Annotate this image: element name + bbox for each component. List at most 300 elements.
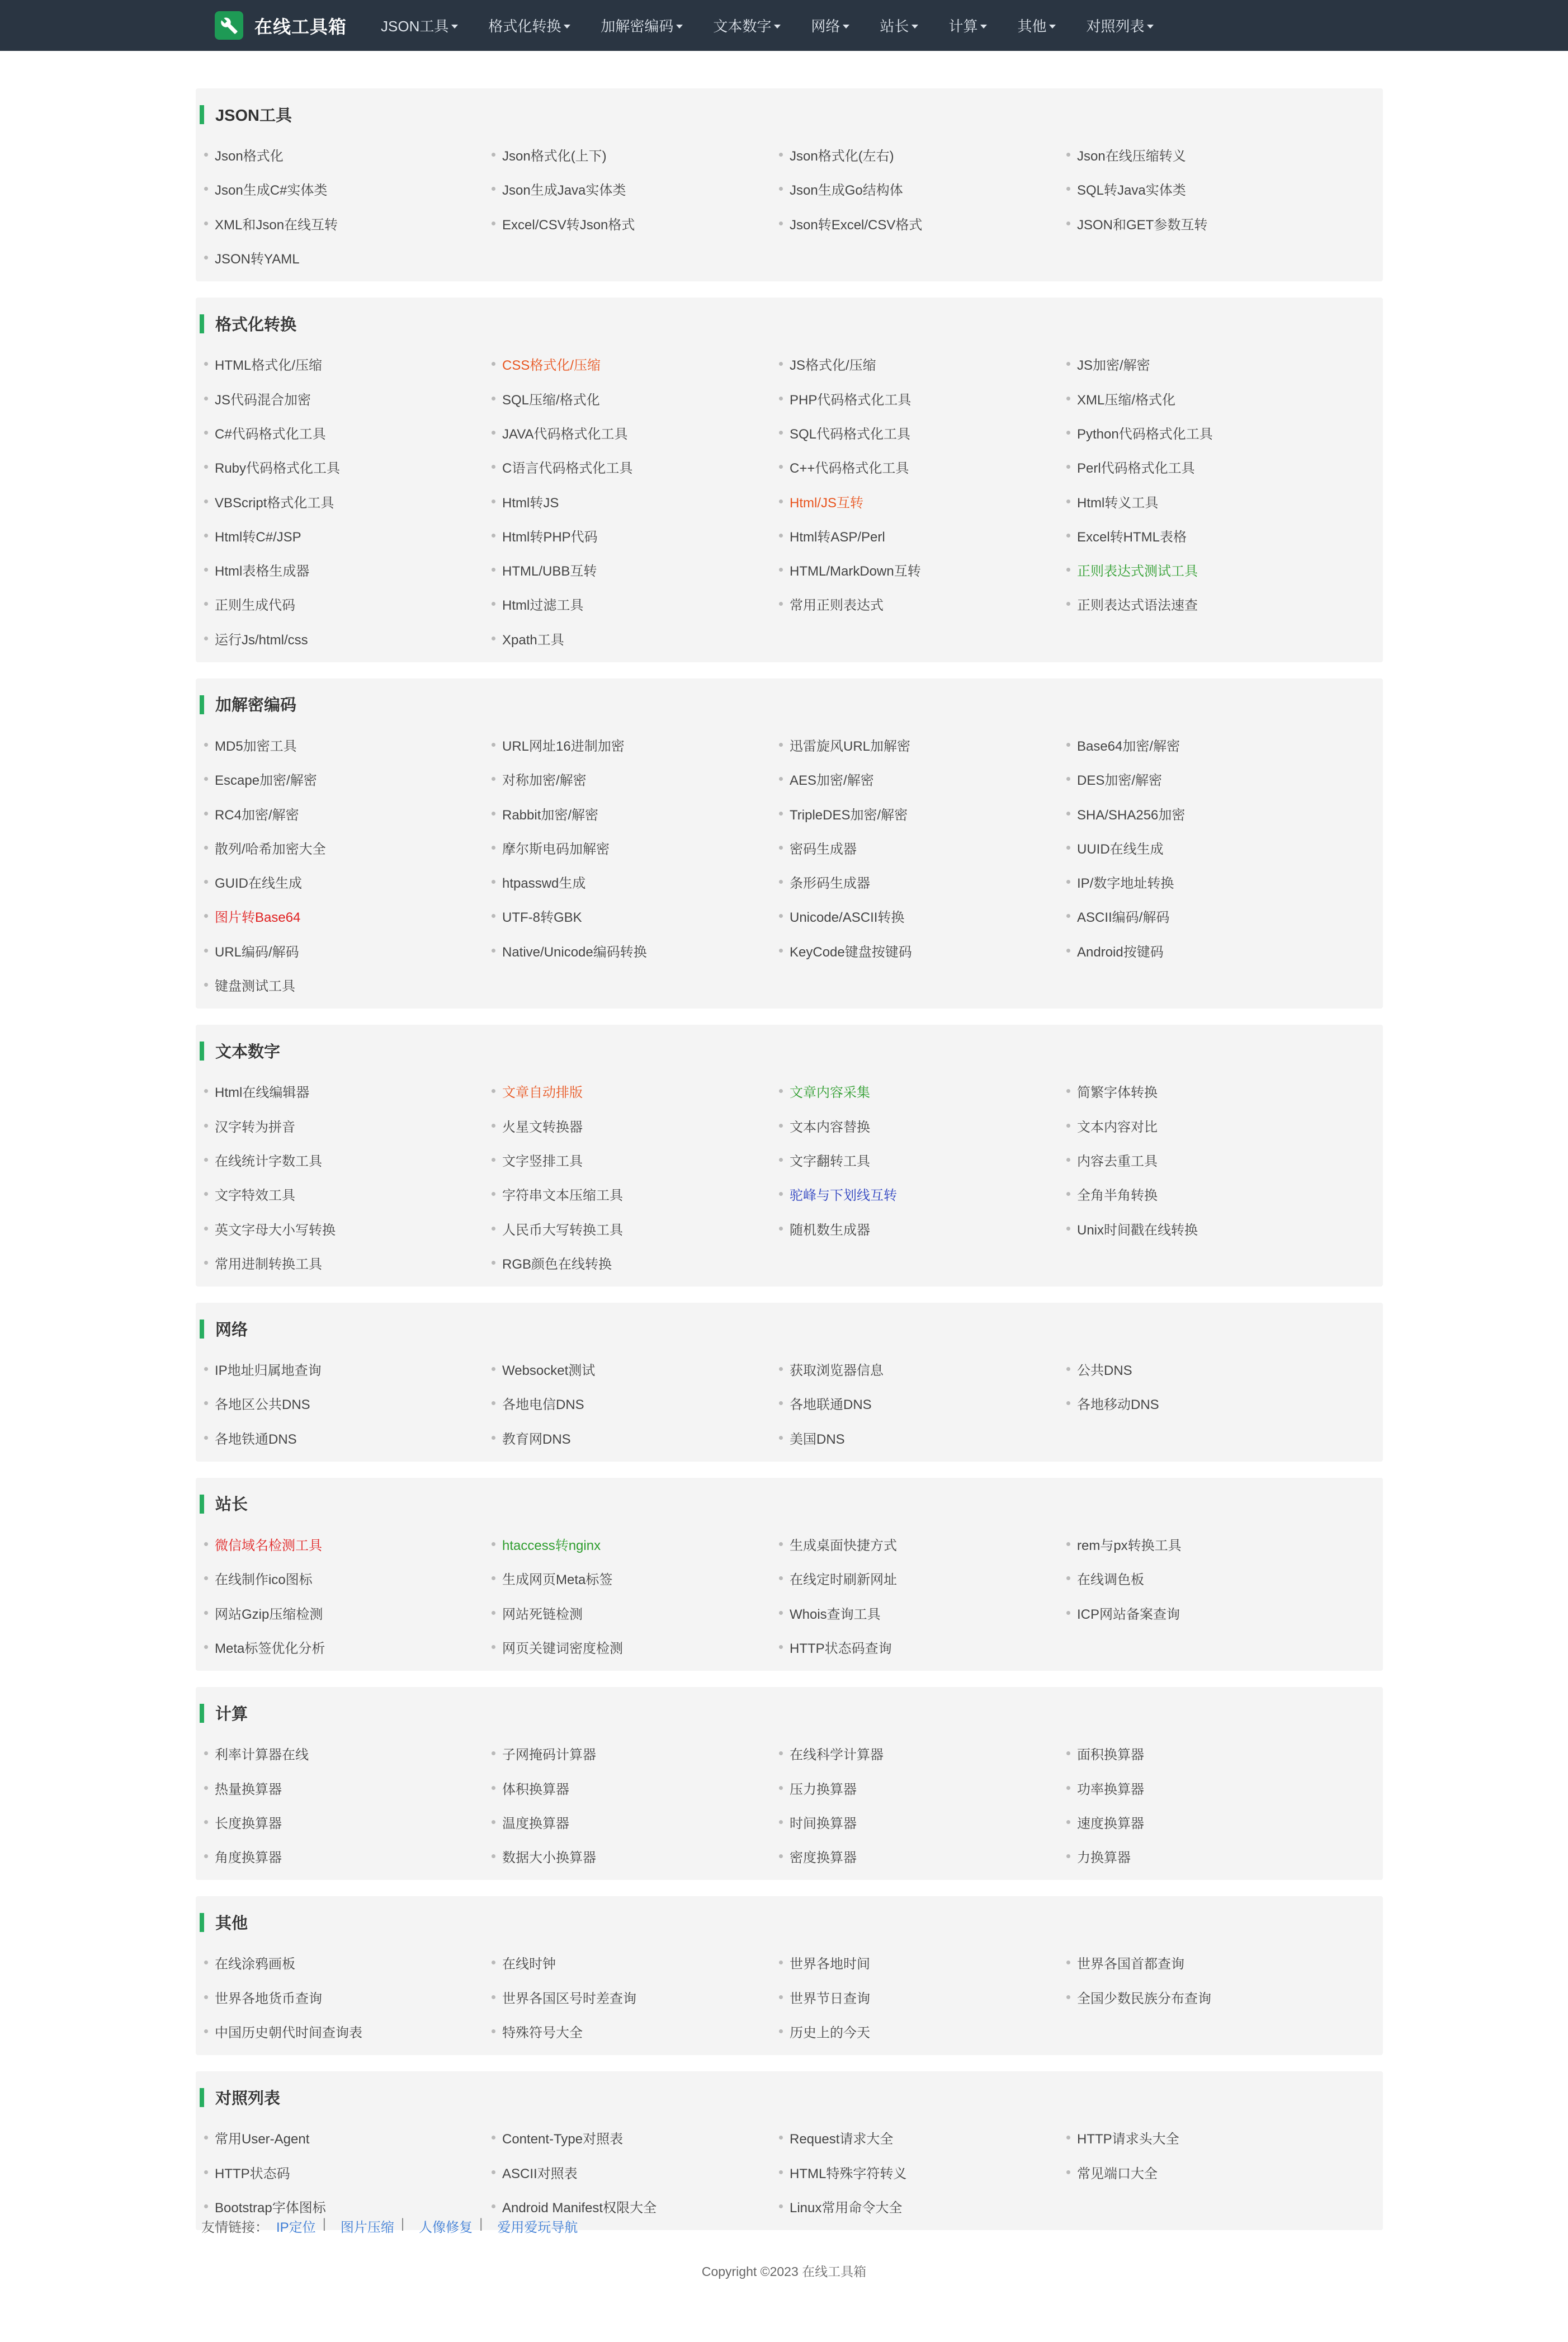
tool-link-label: Native/Unicode编码转换 xyxy=(502,944,647,960)
nav-item[interactable] xyxy=(601,15,683,36)
tool-link[interactable] xyxy=(204,1386,492,1420)
tool-link-label: 温度换算器 xyxy=(502,1816,569,1831)
section-header xyxy=(196,1487,1383,1520)
tool-link[interactable] xyxy=(204,519,492,553)
tool-link[interactable] xyxy=(1066,796,1354,830)
tool-link[interactable] xyxy=(1066,1211,1354,1245)
tool-link[interactable] xyxy=(204,587,492,621)
friend-link-separator: | xyxy=(322,2216,326,2231)
tool-link-label: KeyCode键盘按键码 xyxy=(790,944,912,960)
tool-link[interactable] xyxy=(492,347,779,381)
nav-item-label: 其他 xyxy=(1017,18,1047,35)
tool-link-label: 生成桌面快捷方式 xyxy=(790,1538,897,1554)
tool-link-label: Html过滤工具 xyxy=(502,598,584,614)
tool-link[interactable] xyxy=(492,1980,779,2014)
tool-link[interactable] xyxy=(779,1805,1066,1839)
tool-link[interactable] xyxy=(492,796,779,830)
tool-link[interactable] xyxy=(492,2120,779,2155)
tool-link[interactable] xyxy=(1066,728,1354,762)
tool-link[interactable] xyxy=(1066,865,1354,899)
tool-link[interactable] xyxy=(779,1352,1066,1386)
tool-link[interactable] xyxy=(779,1211,1066,1245)
bullet-dot-icon xyxy=(1066,949,1070,953)
tool-link[interactable] xyxy=(204,553,492,587)
navbar-inner xyxy=(215,0,1169,51)
bullet-dot-icon xyxy=(779,465,783,469)
tool-link-label: MD5加密工具 xyxy=(215,739,297,754)
tool-link[interactable] xyxy=(204,1421,492,1455)
friend-links xyxy=(201,2216,578,2236)
bullet-dot-icon xyxy=(779,1367,783,1371)
tool-link-label: Perl代码格式化工具 xyxy=(1077,461,1195,477)
nav-item[interactable] xyxy=(488,15,570,36)
tool-link[interactable] xyxy=(1066,381,1354,415)
tool-link[interactable] xyxy=(1066,138,1354,172)
tool-link[interactable] xyxy=(1066,450,1354,484)
tool-link[interactable] xyxy=(779,1736,1066,1770)
tool-link-label: rem与px转换工具 xyxy=(1077,1538,1182,1554)
nav-item-label: 计算 xyxy=(948,18,978,35)
tool-link[interactable] xyxy=(204,1211,492,1245)
tool-link-label: 中国历史朝代时间查询表 xyxy=(215,2025,362,2041)
bullet-dot-icon xyxy=(492,1436,495,1440)
bullet-dot-icon xyxy=(204,1436,208,1440)
tool-link[interactable] xyxy=(1066,206,1354,241)
tool-link[interactable] xyxy=(1066,899,1354,933)
tool-link[interactable] xyxy=(492,1421,779,1455)
tool-link[interactable] xyxy=(492,1211,779,1245)
tool-link[interactable] xyxy=(204,2155,492,2189)
tool-link[interactable] xyxy=(1066,2120,1354,2155)
bullet-dot-icon xyxy=(204,914,208,918)
tool-link[interactable] xyxy=(779,1074,1066,1108)
tool-link[interactable] xyxy=(492,416,779,450)
tool-grid xyxy=(196,1520,1383,1666)
tool-link[interactable] xyxy=(204,865,492,899)
tool-link[interactable] xyxy=(204,1177,492,1211)
tool-link[interactable] xyxy=(492,1177,779,1211)
tool-link[interactable] xyxy=(779,553,1066,587)
bullet-dot-icon xyxy=(204,2029,208,2033)
tool-link-label: ICP网站备案查询 xyxy=(1077,1606,1180,1622)
tool-link[interactable] xyxy=(492,1143,779,1177)
tool-link[interactable] xyxy=(1066,1736,1354,1770)
tool-link[interactable] xyxy=(779,762,1066,796)
brand[interactable] xyxy=(215,11,347,40)
tool-link-label: ASCII编码/解码 xyxy=(1077,910,1170,926)
tool-link[interactable] xyxy=(1066,1945,1354,1980)
bullet-dot-icon xyxy=(492,1995,495,1999)
tool-link[interactable] xyxy=(779,347,1066,381)
bullet-dot-icon xyxy=(492,846,495,850)
bullet-dot-icon xyxy=(492,1611,495,1615)
tool-link[interactable] xyxy=(1066,1109,1354,1143)
tool-section xyxy=(196,1025,1383,1287)
tool-link[interactable] xyxy=(1066,831,1354,865)
tool-link[interactable] xyxy=(1066,1980,1354,2014)
tool-link[interactable] xyxy=(779,1527,1066,1561)
tool-link[interactable] xyxy=(779,1386,1066,1420)
tool-link[interactable] xyxy=(779,899,1066,933)
tool-link[interactable] xyxy=(204,347,492,381)
tool-link[interactable] xyxy=(492,553,779,587)
bullet-dot-icon xyxy=(204,743,208,747)
tool-link[interactable] xyxy=(1066,1770,1354,1804)
tool-link[interactable] xyxy=(204,1839,492,1873)
tool-link-label: 键盘测试工具 xyxy=(215,979,295,995)
tool-link[interactable] xyxy=(779,519,1066,553)
tool-link[interactable] xyxy=(779,1109,1066,1143)
tool-link[interactable] xyxy=(779,831,1066,865)
tool-link[interactable] xyxy=(1066,2155,1354,2189)
tool-link[interactable] xyxy=(1066,172,1354,206)
bullet-dot-icon xyxy=(204,1611,208,1615)
tool-link[interactable] xyxy=(204,1352,492,1386)
bullet-dot-icon xyxy=(204,1576,208,1580)
tool-link-label: Meta标签优化分析 xyxy=(215,1641,325,1656)
tool-link[interactable] xyxy=(1066,1177,1354,1211)
tool-link[interactable] xyxy=(204,1980,492,2014)
caret-down-icon xyxy=(843,25,849,29)
tool-link[interactable] xyxy=(779,138,1066,172)
tool-link-label: 时间换算器 xyxy=(790,1816,857,1831)
tool-link[interactable] xyxy=(204,796,492,830)
friend-link[interactable]: IP定位 xyxy=(276,2220,316,2235)
tool-link[interactable] xyxy=(779,450,1066,484)
nav-item[interactable] xyxy=(811,15,849,36)
tool-link[interactable] xyxy=(1066,1386,1354,1420)
bullet-dot-icon xyxy=(1066,743,1070,747)
tool-link[interactable] xyxy=(204,416,492,450)
bullet-dot-icon xyxy=(492,743,495,747)
tool-link-label: Json转Excel/CSV格式 xyxy=(790,217,923,233)
bullet-dot-icon xyxy=(492,1367,495,1371)
tool-link[interactable] xyxy=(779,1421,1066,1455)
tool-link[interactable] xyxy=(779,1596,1066,1630)
tool-link[interactable] xyxy=(1066,1143,1354,1177)
tool-link[interactable] xyxy=(1066,1074,1354,1108)
tool-link-label: 特殊符号大全 xyxy=(502,2025,583,2041)
tool-link[interactable] xyxy=(779,1143,1066,1177)
bullet-dot-icon xyxy=(204,1158,208,1162)
tool-link[interactable] xyxy=(492,1596,779,1630)
tool-link[interactable] xyxy=(204,2014,492,2048)
tool-link-label: 火星文转换器 xyxy=(502,1119,583,1135)
tool-link[interactable] xyxy=(492,484,779,518)
tool-link-label: RC4加密/解密 xyxy=(215,807,299,823)
tool-link-label: Websocket测试 xyxy=(502,1363,596,1379)
tool-link-label: 生成网页Meta标签 xyxy=(502,1572,613,1588)
tool-link[interactable] xyxy=(492,762,779,796)
bullet-dot-icon xyxy=(1066,222,1070,225)
tool-link[interactable] xyxy=(492,1561,779,1595)
bullet-dot-icon xyxy=(779,1995,783,1999)
bullet-dot-icon xyxy=(204,1995,208,1999)
tool-link[interactable] xyxy=(492,1736,779,1770)
bullet-dot-icon xyxy=(779,397,783,400)
tool-link[interactable] xyxy=(1066,416,1354,450)
tool-link[interactable] xyxy=(779,1177,1066,1211)
friend-link[interactable]: 爱用爱玩导航 xyxy=(497,2220,578,2235)
tool-link[interactable] xyxy=(1066,1839,1354,1873)
tool-link-label: 在线定时刷新网址 xyxy=(790,1572,897,1588)
tool-link[interactable] xyxy=(779,728,1066,762)
tool-link[interactable] xyxy=(779,2014,1066,2048)
section-title: 计算 xyxy=(215,1705,248,1723)
tool-link[interactable] xyxy=(1066,347,1354,381)
tool-link[interactable] xyxy=(1066,1596,1354,1630)
tool-link[interactable] xyxy=(492,865,779,899)
tool-link-label: 角度换算器 xyxy=(215,1850,282,1866)
bullet-dot-icon xyxy=(204,153,208,157)
tool-link[interactable] xyxy=(779,2189,1066,2223)
tool-link[interactable] xyxy=(492,587,779,621)
tool-link-label: htpasswd生成 xyxy=(502,876,586,892)
section-title: 网络 xyxy=(215,1321,248,1339)
tool-link-label: 各地铁通DNS xyxy=(215,1431,297,1447)
tool-link-label: Bootstrap字体图标 xyxy=(215,2200,326,2216)
bullet-dot-icon xyxy=(204,499,208,503)
tool-link-label: 各地区公共DNS xyxy=(215,1397,310,1413)
tool-link-label: Html表格生成器 xyxy=(215,564,310,579)
tool-link[interactable] xyxy=(204,1246,492,1280)
nav-item[interactable] xyxy=(948,15,987,36)
bullet-dot-icon xyxy=(1066,1786,1070,1790)
tool-link-label: 密度换算器 xyxy=(790,1850,857,1866)
tool-link[interactable] xyxy=(779,2120,1066,2155)
brand-name: 在线工具箱 xyxy=(254,16,347,37)
tool-link[interactable] xyxy=(204,1527,492,1561)
tool-link[interactable] xyxy=(204,206,492,241)
tool-link[interactable] xyxy=(779,796,1066,830)
section-accent-bar xyxy=(200,1320,204,1339)
tool-link[interactable] xyxy=(1066,1561,1354,1595)
bullet-dot-icon xyxy=(779,743,783,747)
tool-link-label: JAVA代码格式化工具 xyxy=(502,426,628,442)
tool-link-label: SQL代码格式化工具 xyxy=(790,426,911,442)
bullet-dot-icon xyxy=(779,153,783,157)
tool-link[interactable] xyxy=(204,831,492,865)
friend-link[interactable]: 图片压缩 xyxy=(340,2220,394,2235)
bullet-dot-icon xyxy=(204,777,208,781)
bullet-dot-icon xyxy=(1066,602,1070,606)
tool-link[interactable] xyxy=(204,1109,492,1143)
tool-link[interactable] xyxy=(1066,484,1354,518)
nav-item[interactable] xyxy=(880,15,918,36)
bullet-dot-icon xyxy=(204,2204,208,2208)
tool-link[interactable] xyxy=(779,172,1066,206)
tool-link[interactable] xyxy=(492,138,779,172)
nav-item-label: JSON工具 xyxy=(381,18,449,35)
tool-link[interactable] xyxy=(492,519,779,553)
tool-link[interactable] xyxy=(204,968,492,1002)
tool-link-label: Html转C#/JSP xyxy=(215,529,301,545)
tool-link-label: 获取浏览器信息 xyxy=(790,1363,884,1379)
tool-link[interactable] xyxy=(1066,1805,1354,1839)
tool-link[interactable] xyxy=(204,381,492,415)
tool-link[interactable] xyxy=(204,1074,492,1108)
section-title: 文本数字 xyxy=(215,1043,281,1061)
bullet-dot-icon xyxy=(492,880,495,884)
tool-link-label: 正则表达式测试工具 xyxy=(1077,564,1198,579)
tool-link[interactable] xyxy=(492,1945,779,1980)
tool-link-label: 长度换算器 xyxy=(215,1816,282,1831)
nav-item-label: 格式化转换 xyxy=(488,18,561,35)
tool-link-label: 摩尔斯电码加解密 xyxy=(502,841,610,857)
tool-link[interactable] xyxy=(492,934,779,968)
tool-link[interactable] xyxy=(492,899,779,933)
tool-link[interactable] xyxy=(779,587,1066,621)
bullet-dot-icon xyxy=(492,1854,495,1858)
nav-item[interactable] xyxy=(1086,15,1154,36)
tool-link[interactable] xyxy=(204,728,492,762)
tool-link[interactable] xyxy=(492,1352,779,1386)
bullet-dot-icon xyxy=(1066,846,1070,850)
tool-link[interactable] xyxy=(204,621,492,656)
tool-link-label: SQL压缩/格式化 xyxy=(502,392,600,408)
bullet-dot-icon xyxy=(1066,880,1070,884)
bullet-dot-icon xyxy=(204,568,208,572)
tool-link[interactable] xyxy=(204,1596,492,1630)
bullet-dot-icon xyxy=(492,222,495,225)
caret-down-icon xyxy=(1147,25,1154,29)
tool-link[interactable] xyxy=(492,172,779,206)
tool-link[interactable] xyxy=(492,1839,779,1873)
tool-link-label: 功率换算器 xyxy=(1077,1782,1144,1797)
tool-link-label: 常用进制转换工具 xyxy=(215,1256,322,1272)
tool-link[interactable] xyxy=(492,1246,779,1280)
tool-link[interactable] xyxy=(492,1386,779,1420)
tool-link[interactable] xyxy=(779,1630,1066,1664)
tool-link-label: Unicode/ASCII转换 xyxy=(790,910,905,926)
nav-item[interactable] xyxy=(1017,15,1056,36)
friend-link[interactable]: 人像修复 xyxy=(419,2220,473,2235)
tool-link[interactable] xyxy=(779,2155,1066,2189)
tool-link[interactable] xyxy=(204,762,492,796)
bullet-dot-icon xyxy=(779,2029,783,2033)
tool-link[interactable] xyxy=(492,728,779,762)
tool-link-label: Linux常用命令大全 xyxy=(790,2200,903,2216)
tool-link-label: 常用User-Agent xyxy=(215,2132,310,2147)
bullet-dot-icon xyxy=(204,1401,208,1405)
tool-grid xyxy=(196,1939,1383,2051)
tool-link[interactable] xyxy=(779,934,1066,968)
tool-link[interactable] xyxy=(204,1945,492,1980)
bullet-dot-icon xyxy=(492,2136,495,2140)
tool-link[interactable] xyxy=(492,1527,779,1561)
tool-link[interactable] xyxy=(204,138,492,172)
tool-link[interactable] xyxy=(204,450,492,484)
tool-link[interactable] xyxy=(1066,519,1354,553)
bullet-dot-icon xyxy=(779,1820,783,1824)
tool-link-label: 文本内容替换 xyxy=(790,1119,870,1135)
nav-item[interactable] xyxy=(713,15,781,36)
tool-link-label: UUID在线生成 xyxy=(1077,841,1164,857)
copyright: Copyright ©2023 在线工具箱 xyxy=(701,2264,867,2279)
bullet-dot-icon xyxy=(1066,812,1070,816)
bullet-dot-icon xyxy=(779,1227,783,1231)
tool-link[interactable] xyxy=(779,1980,1066,2014)
tool-link[interactable] xyxy=(204,1736,492,1770)
tool-link-label: 正则生成代码 xyxy=(215,598,295,614)
tool-link-label: 内容去重工具 xyxy=(1077,1153,1158,1169)
tool-link[interactable] xyxy=(1066,1352,1354,1386)
tool-link[interactable] xyxy=(1066,587,1354,621)
bullet-dot-icon xyxy=(492,1089,495,1093)
tool-link[interactable] xyxy=(779,865,1066,899)
tool-link[interactable] xyxy=(779,1770,1066,1804)
tool-link[interactable] xyxy=(204,172,492,206)
tool-link[interactable] xyxy=(492,450,779,484)
tool-link[interactable] xyxy=(204,1143,492,1177)
bullet-dot-icon xyxy=(1066,1401,1070,1405)
tool-link[interactable] xyxy=(779,484,1066,518)
tool-link[interactable] xyxy=(1066,1527,1354,1561)
tool-link[interactable] xyxy=(204,899,492,933)
tool-link-label: 文字特效工具 xyxy=(215,1188,295,1204)
section-header xyxy=(196,1034,1383,1067)
tool-link[interactable] xyxy=(492,1074,779,1108)
bullet-dot-icon xyxy=(492,1227,495,1231)
tool-link[interactable] xyxy=(1066,553,1354,587)
tool-link[interactable] xyxy=(492,1630,779,1664)
tool-link[interactable] xyxy=(779,381,1066,415)
tool-link-label: XML和Json在线互转 xyxy=(215,217,338,233)
bullet-dot-icon xyxy=(779,1786,783,1790)
tool-link-label: htaccess转nginx xyxy=(502,1538,601,1554)
tool-link[interactable] xyxy=(204,934,492,968)
tool-link[interactable] xyxy=(1066,762,1354,796)
bullet-dot-icon xyxy=(492,1158,495,1162)
tool-link[interactable] xyxy=(779,1561,1066,1595)
bullet-dot-icon xyxy=(1066,568,1070,572)
tool-link[interactable] xyxy=(779,1945,1066,1980)
tool-link[interactable] xyxy=(492,621,779,656)
nav-item[interactable] xyxy=(381,15,458,36)
tool-link[interactable] xyxy=(492,1805,779,1839)
tool-link[interactable] xyxy=(492,1770,779,1804)
bullet-dot-icon xyxy=(492,397,495,400)
tool-link[interactable] xyxy=(492,206,779,241)
nav-item-label: 站长 xyxy=(880,18,909,35)
tool-link[interactable] xyxy=(204,241,492,275)
tool-link[interactable] xyxy=(779,206,1066,241)
tool-link[interactable] xyxy=(204,484,492,518)
tool-link[interactable] xyxy=(492,1109,779,1143)
tool-link[interactable] xyxy=(492,2014,779,2048)
tool-link[interactable] xyxy=(1066,934,1354,968)
tool-link[interactable] xyxy=(204,1630,492,1664)
section-header xyxy=(196,307,1383,340)
tool-link-label: Json格式化(左右) xyxy=(790,149,894,164)
caret-down-icon xyxy=(451,25,458,29)
tool-link-label: IP/数字地址转换 xyxy=(1077,876,1174,892)
tool-link[interactable] xyxy=(204,1770,492,1804)
bullet-dot-icon xyxy=(204,1961,208,1964)
tool-link[interactable] xyxy=(204,2120,492,2155)
tool-link[interactable] xyxy=(492,381,779,415)
tool-link[interactable] xyxy=(204,1561,492,1595)
bullet-dot-icon xyxy=(779,187,783,191)
tool-link[interactable] xyxy=(492,2155,779,2189)
tool-link[interactable] xyxy=(779,416,1066,450)
bullet-dot-icon xyxy=(1066,362,1070,366)
tool-link[interactable] xyxy=(492,831,779,865)
tool-link[interactable] xyxy=(204,1805,492,1839)
tool-link-label: 散列/哈希加密大全 xyxy=(215,841,326,857)
tool-link-label: 英文字母大小写转换 xyxy=(215,1222,336,1238)
tool-link[interactable] xyxy=(779,1839,1066,1873)
